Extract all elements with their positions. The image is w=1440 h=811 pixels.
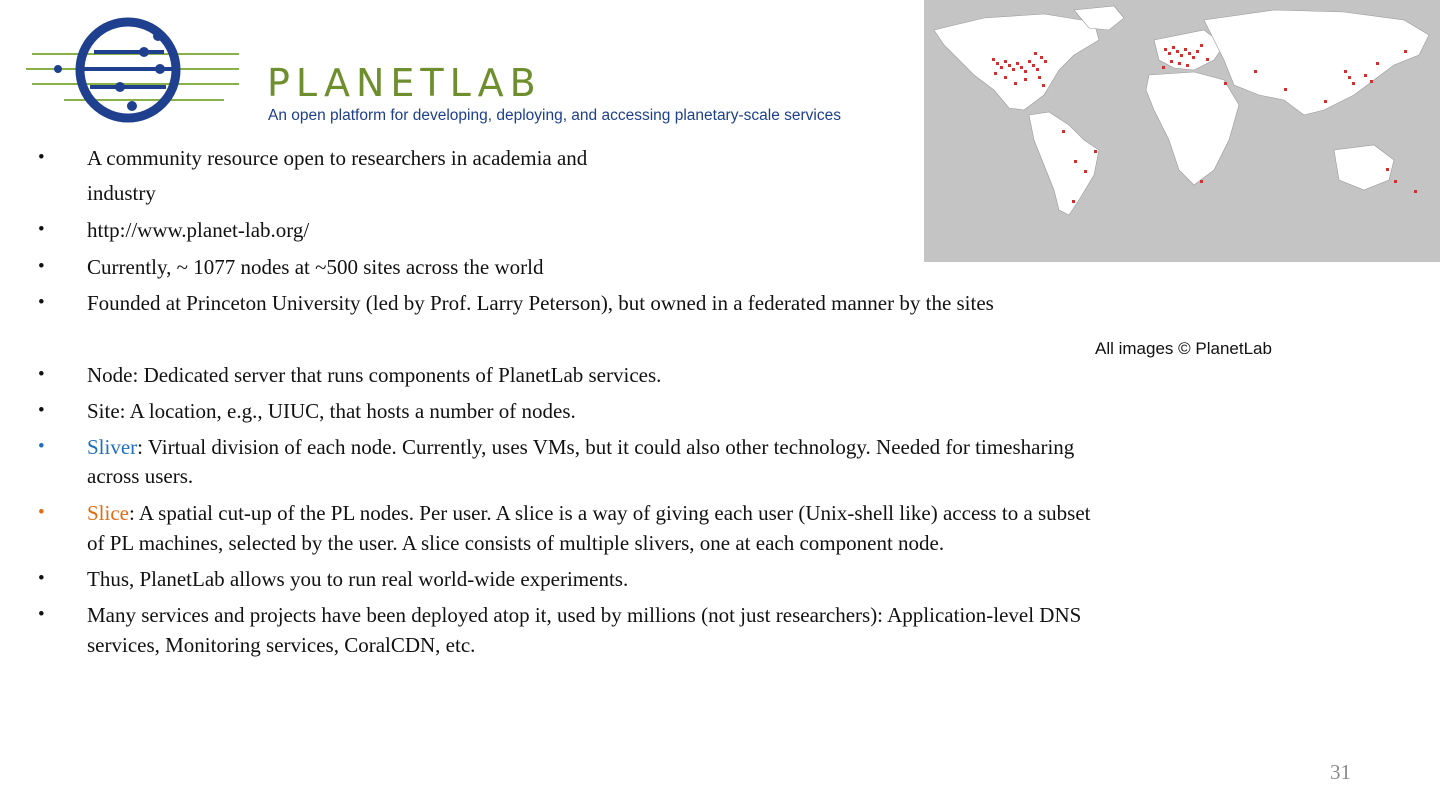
slice-term: Slice	[87, 501, 129, 525]
bullet-slice	[87, 498, 1091, 528]
bullet-services-cont: services, Monitoring services, CoralCDN, etc.	[87, 633, 476, 657]
sliver-definition: : Virtual division of each node. Currently, uses VMs, but it could also other technology. Needed for timesharing	[137, 435, 1075, 459]
bullet-services: Many services and projects have been deployed atop it, used by millions (not just researchers): Application-level DNS	[87, 603, 1082, 627]
bullet-marker: •	[38, 364, 45, 385]
bullet-marker: •	[38, 292, 45, 313]
world-map-icon	[924, 0, 1440, 262]
bullet-marker: •	[38, 400, 45, 421]
bullet-sliver	[87, 432, 1074, 462]
bullet-marker: •	[38, 219, 45, 240]
image-credit: All images © PlanetLab	[1095, 339, 1272, 358]
bullet-marker: •	[38, 604, 45, 625]
sliver-term: Sliver	[87, 435, 138, 459]
slice-definition: : A spatial cut-up of the PL nodes. Per user. A slice is a way of giving each user (Unix-shell like) access to a subset	[129, 501, 1091, 525]
planetlab-logo	[24, 14, 914, 126]
bullet-nodes-count: Currently, ~ 1077 nodes at ~500 sites across the world	[87, 255, 544, 279]
bullet-sliver-cont: across users.	[87, 464, 194, 488]
bullet-marker: •	[38, 436, 45, 457]
bullet-thus: Thus, PlanetLab allows you to run real world-wide experiments.	[87, 567, 629, 591]
planetlab-url-link[interactable]: http://www.planet-lab.org/	[87, 218, 310, 242]
bullet-node: Node: Dedicated server that runs components of PlanetLab services.	[87, 363, 662, 387]
logo-tagline: An open platform for developing, deploying, and accessing planetary-scale services	[268, 107, 841, 124]
bullet-marker: •	[38, 147, 45, 168]
bullet-marker: •	[38, 256, 45, 277]
bullet-community: A community resource open to researchers in academia and	[87, 146, 588, 170]
logo-wordmark: PLANETLAB	[267, 61, 542, 105]
bullet-founded: Founded at Princeton University (led by Prof. Larry Peterson), but owned in a federated manner by the sites	[87, 291, 994, 315]
bullet-slice-cont: of PL machines, selected by the user. A slice consists of multiple slivers, one at each component node.	[87, 531, 945, 555]
bullet-marker: •	[38, 502, 45, 523]
bullet-site: Site: A location, e.g., UIUC, that hosts a number of nodes.	[87, 399, 576, 423]
page-number: 31	[1330, 760, 1351, 784]
world-map-image	[924, 0, 1440, 262]
bullet-community-cont: industry	[87, 181, 156, 205]
planetlab-globe-icon	[24, 14, 244, 126]
bullet-marker: •	[38, 568, 45, 589]
